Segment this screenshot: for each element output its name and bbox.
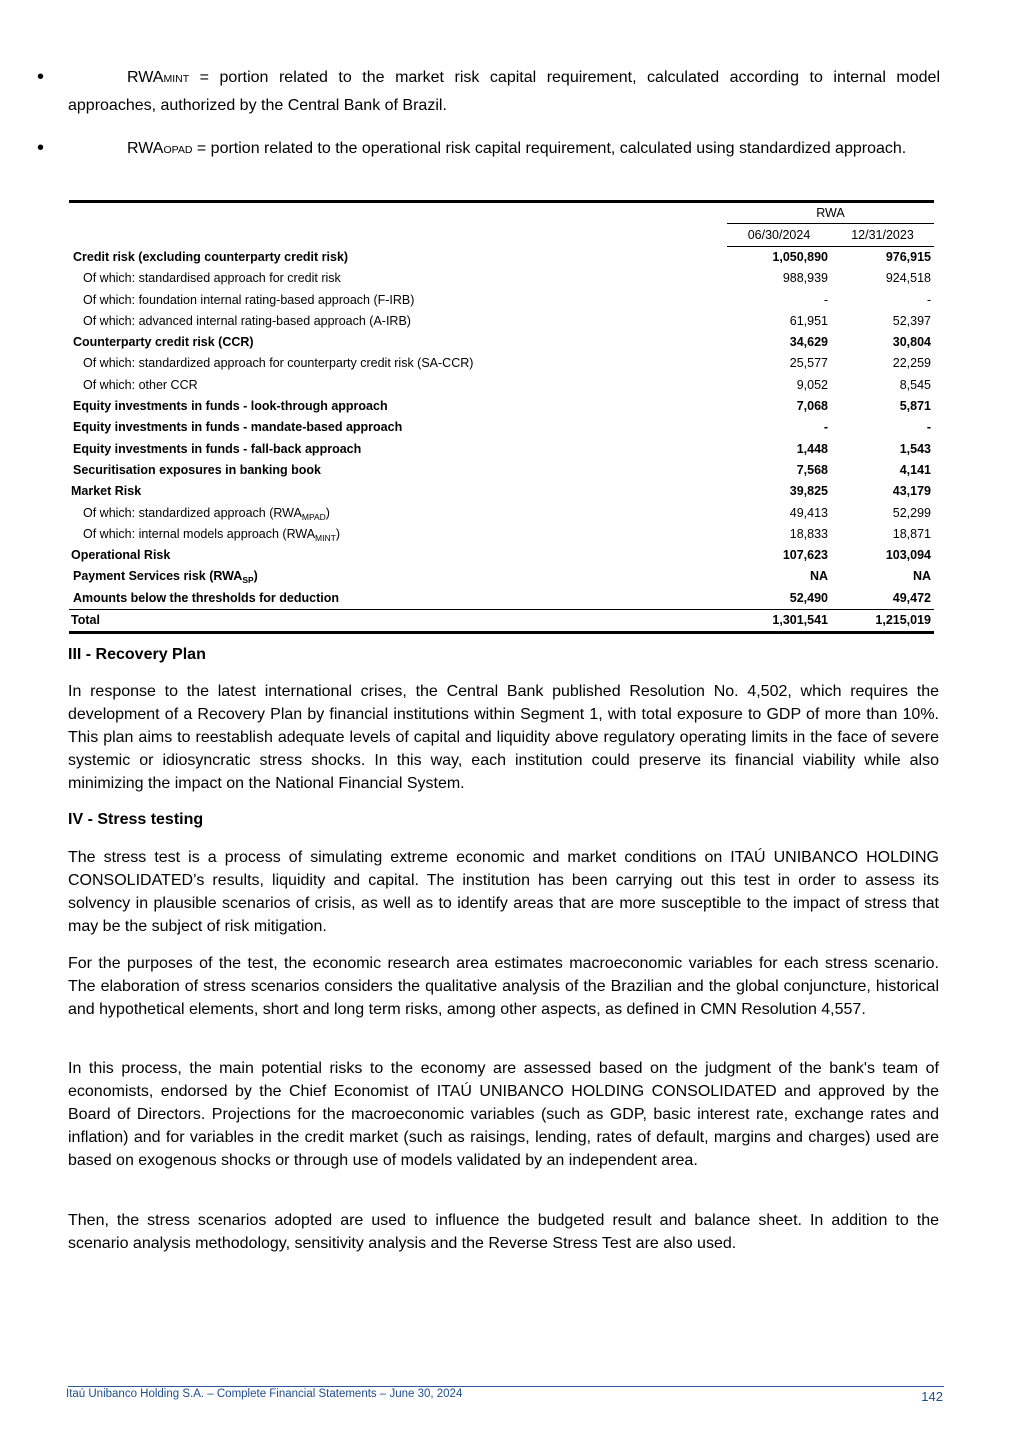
row-value-2023: 1,543 [899, 441, 931, 456]
total-value-2024: 1,301,541 [727, 610, 831, 633]
row-label: Equity investments in funds - mandate-based approach [73, 420, 403, 435]
row-value-2023: 52,299 [892, 505, 931, 520]
row-value-2024: 988,939 [782, 271, 828, 286]
bullet-term: RWA [127, 140, 164, 157]
row-value-2023: 4,141 [899, 462, 931, 477]
row-label: Counterparty credit risk (CCR) [73, 335, 254, 350]
footer-text: Itaú Unibanco Holding S.A. – Complete Financial Statements – June 30, 2024 [66, 1388, 463, 1400]
table-row [69, 417, 934, 438]
col-header-2024: 06/30/2024 [727, 224, 831, 247]
row-value-2024: - [823, 420, 828, 435]
row-label: Operational Risk [71, 548, 171, 563]
table-row [69, 332, 934, 353]
row-label: Securitisation exposures in banking book [73, 462, 321, 477]
bullet-rwa-mint [37, 65, 940, 119]
recovery-plan-paragraph: In response to the latest international crises, the Central Bank published Resolution No. 4,502, which requires the development of a Recovery Plan by financial institutions within Segment 1, with total exposure to GDP of more than 10%. This plan aims to reestablish adequate levels of capital and liquidity above regulatory operating limits in the face of severe systemic or idiosyncratic stress shocks. In this way, each institution could preserve its financial viability while also minimizing the impact on the National Financial System. [68, 683, 939, 793]
row-value-2024: 39,825 [789, 484, 828, 499]
row-value-2023: 52,397 [892, 313, 931, 328]
table-row [69, 566, 934, 587]
table-row [69, 524, 934, 545]
row-value-2023: NA [912, 569, 931, 584]
row-value-2023: 18,871 [892, 526, 931, 541]
row-value-2023: 924,518 [885, 271, 931, 286]
row-value-2024: - [823, 292, 828, 307]
table-row [69, 268, 934, 289]
stress-testing-paragraph: For the purposes of the test, the economic research area estimates macroeconomic variables for each stress scenario. The elaboration of stress scenarios considers the qualitative analysis of the Brazilian and the global conjuncture, historical and hypothetical elements, short and long term risks, among other aspects, as defined in CMN Resolution 4,557. [68, 955, 939, 1019]
table-date-header-row [69, 224, 934, 247]
row-label: Of which: standardised approach for credit risk [83, 271, 341, 286]
row-value-2023: 103,094 [885, 548, 931, 563]
col-header-2023: 12/31/2023 [831, 224, 934, 247]
table-total-row [69, 610, 934, 633]
row-value-2024: 52,490 [789, 590, 828, 605]
table-row [69, 396, 934, 417]
bullet-icon: • [37, 66, 45, 88]
row-label: Payment Services risk $(RWA_{SP})$ [73, 569, 258, 586]
row-value-2023: 8,545 [899, 377, 931, 392]
row-value-2024: 49,413 [789, 505, 828, 520]
bullet-term: RWA [127, 69, 164, 86]
row-value-2024: 25,577 [789, 356, 828, 371]
row-label: Of which: internal models approach $(RWA_{MINT})$ [83, 526, 340, 543]
row-value-2023: - [926, 292, 931, 307]
stress-testing-paragraph: In this process, the main potential risks to the economy are assessed based on the judgment of the bank's team of economists, endorsed by the Chief Economist of ITAÚ UNIBANCO HOLDING CONSOLIDATED and approved by the Board of Directors. Projections for the macroeconomic variables (such as GDP, basic interest rate, exchange rates and inflation) and for variables in the credit market (such as raisings, lending, rates of default, margins and charges) used are based on exogenous shocks or through use of models validated by an independent area. [68, 1060, 939, 1170]
table-row [69, 439, 934, 460]
row-label: Equity investments in funds - fall-back approach [73, 441, 362, 456]
row-value-2024: 9,052 [796, 377, 828, 392]
stress-testing-paragraph: Then, the stress scenarios adopted are used to influence the budgeted result and balance sheet. In addition to the scenario analysis methodology, sensitivity analysis and the Reverse Stress Test are also used. [68, 1212, 939, 1253]
row-value-2023: 976,915 [885, 250, 931, 264]
row-label: Amounts below the thresholds for deduction [73, 590, 339, 605]
bullet-term-sub: OPAD [163, 144, 193, 156]
row-value-2023: - [926, 420, 931, 435]
row-label: Of which: foundation internal rating-based approach (F-IRB) [83, 292, 415, 307]
bullet-text: = portion related to the operational risk capital requirement, calculated using standardized approach. [192, 140, 907, 157]
row-label: Of which: standardized approach $(RWA_{MPAD})$ [83, 505, 330, 522]
recovery-plan-heading: III - Recovery Plan [68, 646, 206, 663]
stress-testing-paragraph: The stress test is a process of simulating extreme economic and market conditions on ITAÚ UNIBANCO HOLDING CONSOLIDATED’s results, liquidity and capital. The institution has been carrying out this test in order to assess its solvency in plausible scenarios of crisis, as well as to identify areas that are more susceptible to the impact of stress that may be the subject of risk mitigation. [68, 849, 939, 936]
row-value-2024: 61,951 [789, 313, 828, 328]
row-value-2023: 30,804 [892, 335, 931, 350]
row-label: Of which: advanced internal rating-based approach (A-IRB) [83, 313, 411, 328]
row-label: Of which: other CCR [83, 377, 198, 392]
rwa-group-header: RWA [727, 202, 934, 224]
table-row [69, 247, 934, 269]
row-value-2023: 5,871 [899, 399, 931, 414]
row-label: Market Risk [71, 484, 142, 499]
table-row [69, 588, 934, 610]
row-value-2024: 7,068 [796, 399, 828, 414]
bullet-text: = portion related to the market risk capital requirement, calculated according to internal model approaches, authorized by the Central Bank of Brazil. [68, 69, 940, 114]
table-row [69, 375, 934, 396]
table-row [69, 481, 934, 502]
row-value-2023: 49,472 [892, 590, 931, 605]
row-value-2024: 34,629 [789, 335, 828, 350]
table-row [69, 503, 934, 524]
stress-testing-heading: IV - Stress testing [68, 811, 204, 828]
row-label: Equity investments in funds - look-through approach [73, 399, 388, 414]
row-value-2023: 22,259 [892, 356, 931, 371]
bullet-rwa-opad [37, 136, 940, 164]
bullet-term-sub: MINT [163, 73, 190, 85]
row-value-2024: 1,050,890 [772, 250, 828, 264]
total-label: Total [69, 610, 727, 633]
footer-divider [68, 1386, 944, 1387]
row-value-2024: 107,623 [782, 548, 828, 563]
row-value-2024: NA [809, 569, 828, 584]
table-group-header-row [69, 202, 934, 224]
row-value-2024: 7,568 [796, 462, 828, 477]
row-value-2023: 43,179 [892, 484, 931, 499]
table-row [69, 460, 934, 481]
row-label: Credit risk (excluding counterparty credit risk) [73, 249, 349, 264]
table-row [69, 545, 934, 566]
row-value-2024: 18,833 [789, 526, 828, 541]
table-row [69, 290, 934, 311]
table-row [69, 311, 934, 332]
rwa-table [69, 200, 934, 634]
table-row [69, 353, 934, 374]
row-label: Of which: standardized approach for counterparty credit risk (SA-CCR) [83, 356, 474, 371]
bullet-icon: • [37, 137, 45, 159]
row-value-2024: 1,448 [796, 441, 828, 456]
total-value-2023: 1,215,019 [831, 610, 934, 633]
page-number: 142 [921, 1389, 943, 1404]
